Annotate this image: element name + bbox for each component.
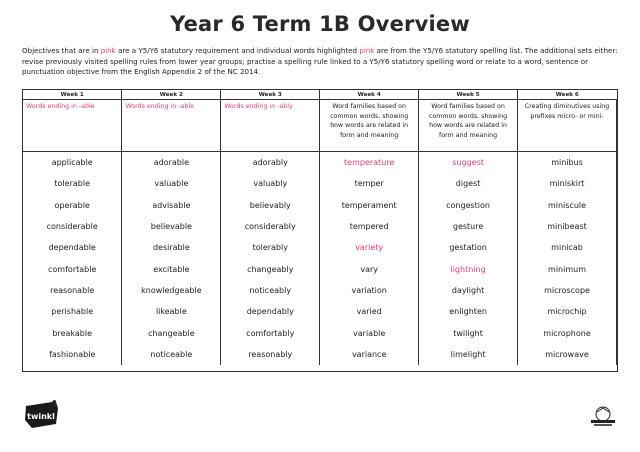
quality-seal-icon xyxy=(588,404,618,428)
word-cell: desirable xyxy=(122,237,221,258)
word-cell: changeably xyxy=(221,258,320,279)
table-row xyxy=(23,216,617,237)
word-cell: valuably xyxy=(221,173,320,194)
word-cell: twilight xyxy=(419,322,518,343)
word-cell: microchip xyxy=(518,301,617,322)
objective-cell: Words ending in -ably xyxy=(221,100,320,152)
objective-cell: Creating diminutives using prefixes micro- or mini- xyxy=(518,100,617,152)
word-cell: microscope xyxy=(518,280,617,301)
word-cell: noticeably xyxy=(221,280,320,301)
word-cell: considerably xyxy=(221,216,320,237)
word-cell: considerable xyxy=(23,216,122,237)
word-cell: fashionable xyxy=(23,344,122,365)
intro-pink-2: pink xyxy=(359,46,375,55)
word-cell: temper xyxy=(320,173,419,194)
word-cell: microphone xyxy=(518,322,617,343)
table-row xyxy=(23,301,617,322)
twinkl-logo-text: twinkl xyxy=(27,412,55,421)
word-cell: lightning xyxy=(419,258,518,279)
table-row xyxy=(23,237,617,258)
table-row xyxy=(23,344,617,365)
word-cell: dependable xyxy=(23,237,122,258)
week-header: Week 3 xyxy=(221,90,320,100)
week-header: Week 1 xyxy=(23,90,122,100)
table-row xyxy=(23,280,617,301)
word-cell: gestation xyxy=(419,237,518,258)
word-cell: changeable xyxy=(122,322,221,343)
week-header: Week 5 xyxy=(419,90,518,100)
word-cell: likeable xyxy=(122,301,221,322)
word-cell: gesture xyxy=(419,216,518,237)
week-header: Week 4 xyxy=(320,90,419,100)
objective-cell: Word families based on common words, showing how words are related in form and meaning xyxy=(320,100,419,152)
word-cell: microwave xyxy=(518,344,617,365)
word-cell: variance xyxy=(320,344,419,365)
word-cell: noticeable xyxy=(122,344,221,365)
week-header: Week 2 xyxy=(122,90,221,100)
word-cell: variation xyxy=(320,280,419,301)
word-cell: minimum xyxy=(518,258,617,279)
word-cell: minibeast xyxy=(518,216,617,237)
word-cell: knowledgeable xyxy=(122,280,221,301)
word-cell: applicable xyxy=(23,152,122,174)
word-cell: minicab xyxy=(518,237,617,258)
objective-cell: Word families based on common words, showing how words are related in form and meaning xyxy=(419,100,518,152)
word-cell: temperament xyxy=(320,195,419,216)
word-cell: tolerable xyxy=(23,173,122,194)
word-cell: daylight xyxy=(419,280,518,301)
intro-text-2: are a Y5/Y6 statutory requirement and individual words highlighted xyxy=(115,46,360,55)
word-cell: varied xyxy=(320,301,419,322)
word-cell: believably xyxy=(221,195,320,216)
word-cell: adorable xyxy=(122,152,221,174)
word-cell: adorably xyxy=(221,152,320,174)
word-cell: breakable xyxy=(23,322,122,343)
word-cell: excitable xyxy=(122,258,221,279)
word-cell: tolerably xyxy=(221,237,320,258)
word-cell: tempered xyxy=(320,216,419,237)
word-cell: vary xyxy=(320,258,419,279)
intro-text-1: Objectives that are in xyxy=(22,46,101,55)
word-cell: perishable xyxy=(23,301,122,322)
week-header: Week 6 xyxy=(518,90,617,100)
objective-cell: Words ending in -able xyxy=(23,100,122,152)
table-row xyxy=(23,173,617,194)
intro-text-3: are from the Y5/Y6 statutory spelling list. The additional sets either: revise previously visited spelling rules from lower year groups; practise a spelling rule linked to a Y5/Y6 statutory spelling word or relate to a word, sentence or punctuation objective from the English Appendix 2 of the NC 2014. xyxy=(22,46,618,76)
word-cell: digest xyxy=(419,173,518,194)
spelling-table xyxy=(22,89,618,372)
table-row xyxy=(23,322,617,343)
word-cell: valuable xyxy=(122,173,221,194)
word-cell: limelight xyxy=(419,344,518,365)
word-cell: dependably xyxy=(221,301,320,322)
word-cell: comfortable xyxy=(23,258,122,279)
word-cell: temperature xyxy=(320,152,419,174)
table-row xyxy=(23,195,617,216)
word-cell: reasonably xyxy=(221,344,320,365)
word-cell: miniskirt xyxy=(518,173,617,194)
word-cell: minibus xyxy=(518,152,617,174)
intro-paragraph xyxy=(22,46,622,78)
objective-row xyxy=(23,100,617,152)
word-cell: comfortably xyxy=(221,322,320,343)
twinkl-logo-icon xyxy=(22,400,62,430)
word-cell: suggest xyxy=(419,152,518,174)
header-row xyxy=(23,90,617,100)
intro-pink-1: pink xyxy=(100,46,116,55)
word-cell: advisable xyxy=(122,195,221,216)
word-cell: operable xyxy=(23,195,122,216)
word-cell: believable xyxy=(122,216,221,237)
objective-cell: Words ending in -able xyxy=(122,100,221,152)
word-cell: variety xyxy=(320,237,419,258)
table-row xyxy=(23,152,617,174)
word-cell: reasonable xyxy=(23,280,122,301)
word-cell: enlighten xyxy=(419,301,518,322)
table-row xyxy=(23,258,617,279)
word-cell: miniscule xyxy=(518,195,617,216)
page-title: Year 6 Term 1B Overview xyxy=(170,12,470,36)
word-cell: congestion xyxy=(419,195,518,216)
word-cell: variable xyxy=(320,322,419,343)
